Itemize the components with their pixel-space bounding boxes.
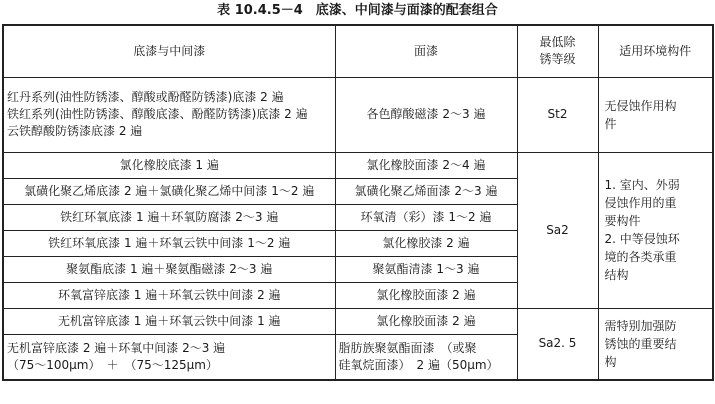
topcoat-cell: 氯磺化聚乙烯面漆 2～3 遍: [335, 178, 517, 204]
grade-cell: Sa2: [517, 152, 598, 308]
header-grade: 最低除 锈等级: [517, 25, 598, 77]
env-cell: 无侵蚀作用构 件: [598, 77, 713, 152]
primer-cell: 铁红环氧底漆 1 遍＋环氧防腐漆 2～3 遍: [3, 204, 335, 230]
primer-cell: 无机富锌底漆 2 遍＋环氧中间漆 2～3 遍 （75～100μm） ＋ （75～125μm）: [3, 334, 335, 380]
primer-cell: 氯化橡胶底漆 1 遍: [3, 152, 335, 178]
topcoat-cell: 各色醇酸磁漆 2～3 遍: [335, 77, 517, 152]
table-title: 表 10.4.5－4 底漆、中间漆与面漆的配套组合: [217, 3, 498, 18]
topcoat-cell: 脂肪族聚氨酯面漆 （或聚 硅氧烷面漆） 2 遍（50μm）: [335, 334, 517, 380]
primer-cell: 聚氨酯底漆 1 遍＋聚氨酯磁漆 2～3 遍: [3, 256, 335, 282]
primer-cell: 铁红环氧底漆 1 遍＋环氧云铁中间漆 1～2 遍: [3, 230, 335, 256]
primer-cell: 红丹系列(油性防锈漆、醇酸或酚醛防锈漆)底漆 2 遍 铁红系列(油性防锈漆、醇酸底漆、酚醛防锈漆)底漆 2 遍 云铁醇酸防锈漆底漆 2 遍: [3, 77, 335, 152]
grade-cell: St2: [517, 77, 598, 152]
env-cell: 需特别加强防 锈蚀的重要结 构: [598, 308, 713, 380]
env-cell: 1. 室内、外弱 侵蚀作用的重 要构件 2. 中等侵蚀环 境的各类承重 结构: [598, 152, 713, 308]
primer-cell: 氯磺化聚乙烯底漆 2 遍＋氯磺化聚乙烯中间漆 1～2 遍: [3, 178, 335, 204]
table-row: [3, 152, 713, 178]
topcoat-cell: 环氧清（彩）漆 1～2 遍: [335, 204, 517, 230]
header-row: [3, 25, 713, 77]
primer-cell: 环氧富锌底漆 1 遍＋环氧云铁中间漆 2 遍: [3, 282, 335, 308]
topcoat-cell: 氯化橡胶面漆 2 遍: [335, 308, 517, 334]
primer-cell: 无机富锌底漆 1 遍＋环氧云铁中间漆 1 遍: [3, 308, 335, 334]
topcoat-cell: 氯化橡胶面漆 2～4 遍: [335, 152, 517, 178]
grade-cell: Sa2. 5: [517, 308, 598, 380]
topcoat-cell: 聚氨酯清漆 1～3 遍: [335, 256, 517, 282]
header-env: 适用环境构件: [598, 25, 713, 77]
topcoat-cell: 氯化橡胶面漆 2 遍: [335, 282, 517, 308]
header-primer: 底漆与中间漆: [3, 25, 335, 77]
table-row: [3, 77, 713, 152]
topcoat-cell: 氯化橡胶漆 2 遍: [335, 230, 517, 256]
header-topcoat: 面漆: [335, 25, 517, 77]
coating-combination-table: [2, 24, 714, 381]
table-row: [3, 308, 713, 334]
